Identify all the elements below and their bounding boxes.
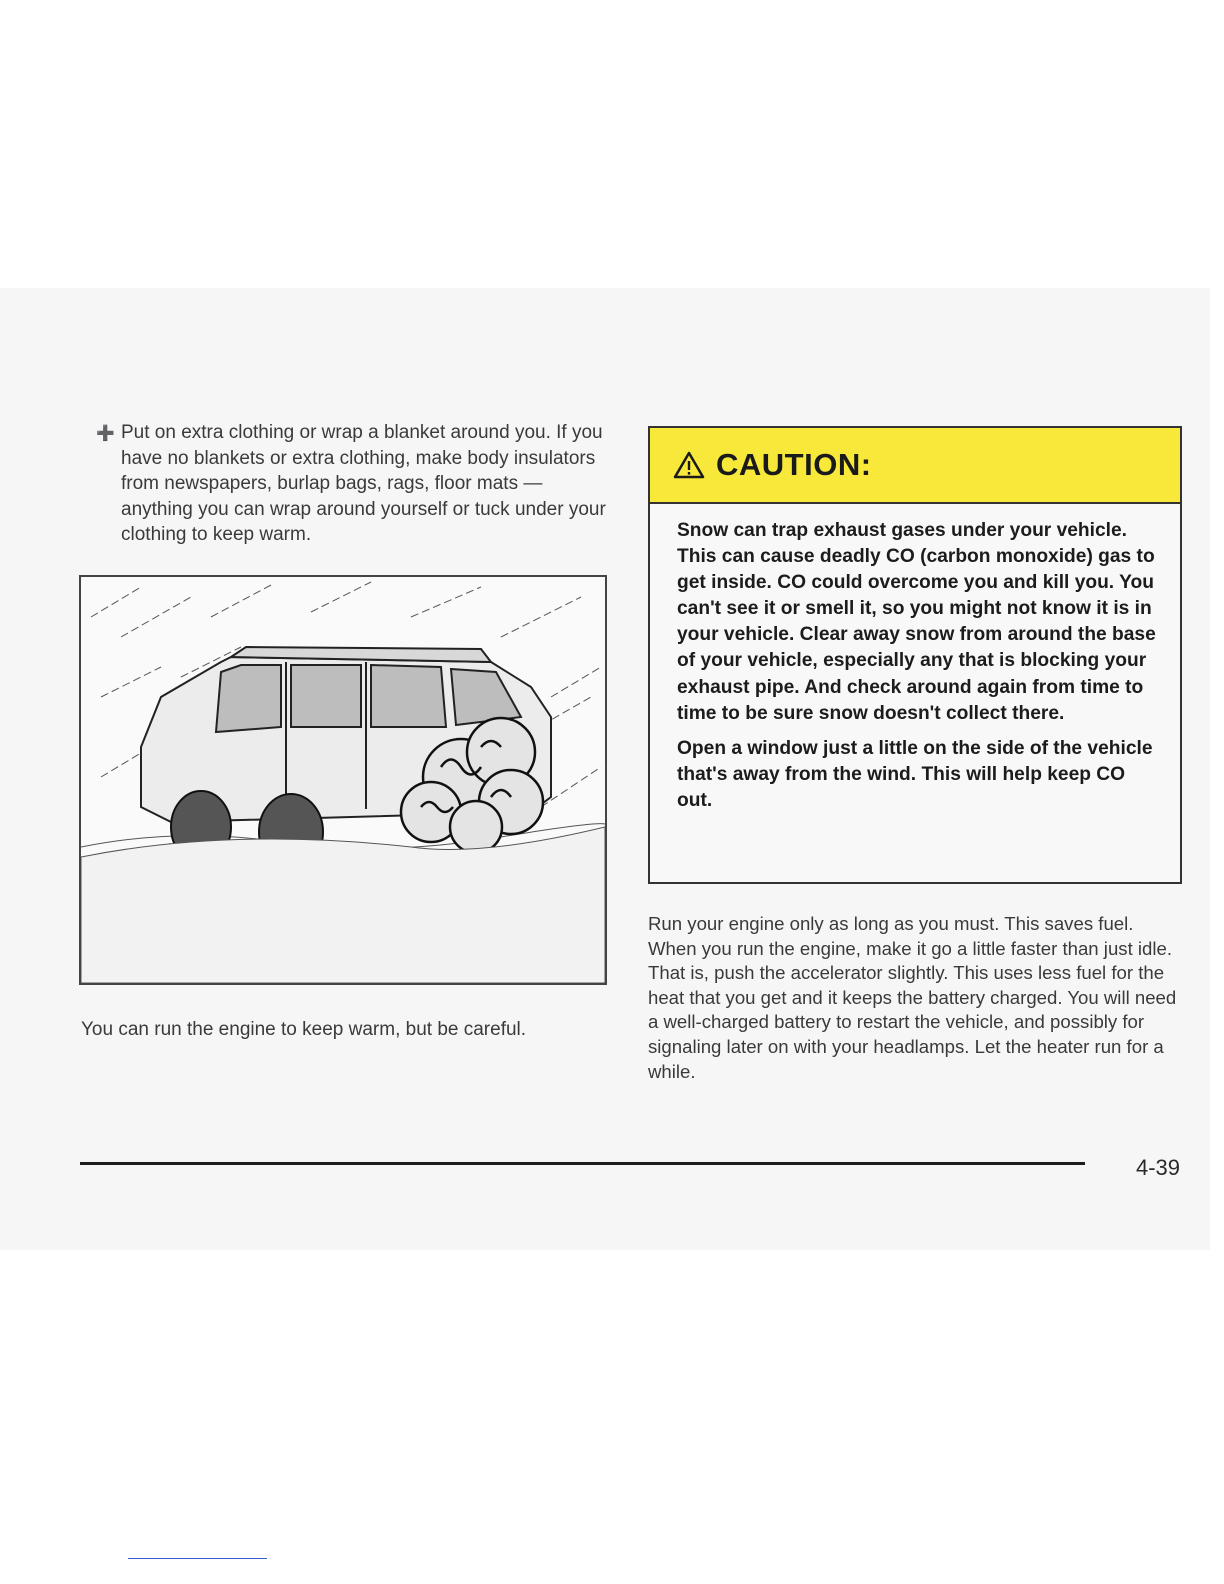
- page-number: 4-39: [1136, 1155, 1181, 1180]
- vehicle-in-snow-illustration: [79, 575, 607, 985]
- caution-box: [648, 426, 1182, 884]
- caution-header: [650, 428, 1180, 504]
- left-column: [80, 420, 610, 548]
- engine-run-paragraph: Run your engine only as long as you must. This saves fuel. When you run the engine, make it go a little faster than just idle. That is, push the accelerator slightly. This uses less fuel for the heat that you get and it keeps the battery charged. You will need a well-charged battery to restart the vehicle, and possibly for signaling later on with your headlamps. Let the heater run for a while.: [648, 913, 1177, 1082]
- caution-title: CAUTION:: [716, 447, 872, 482]
- caution-paragraph-1: Snow can trap exhaust gases under your vehicle. This can cause deadly CO (carbon monoxide) gas to get inside. CO could overcome you and kill you. You can't see it or smell it, so you might not know it is in your vehicle. Clear away snow from around the base of your vehicle, especially any that is blocking your exhaust pipe. And check around again from time to time to be sure snow doesn't collect there.: [677, 520, 1156, 724]
- illustration-caption: You can run the engine to keep warm, but be careful.: [81, 1019, 527, 1040]
- caution-body: [650, 504, 1180, 814]
- bullet-icon: ➕: [96, 425, 115, 442]
- bullet-text: Put on extra clothing or wrap a blanket around you. If you have no blankets or extra clothing, make body insulators from newspapers, burlap bags, rags, floor mats — anything you can wrap around yourself or tuck under your clothing to keep warm.: [121, 422, 606, 545]
- bullet-item: [80, 420, 610, 548]
- footer-rule: [80, 1162, 1085, 1165]
- bottom-underline: [128, 1558, 267, 1559]
- warning-triangle-icon: [672, 450, 706, 480]
- caution-paragraph-2: Open a window just a little on the side of the vehicle that's away from the wind. This will help keep CO out.: [677, 737, 1153, 811]
